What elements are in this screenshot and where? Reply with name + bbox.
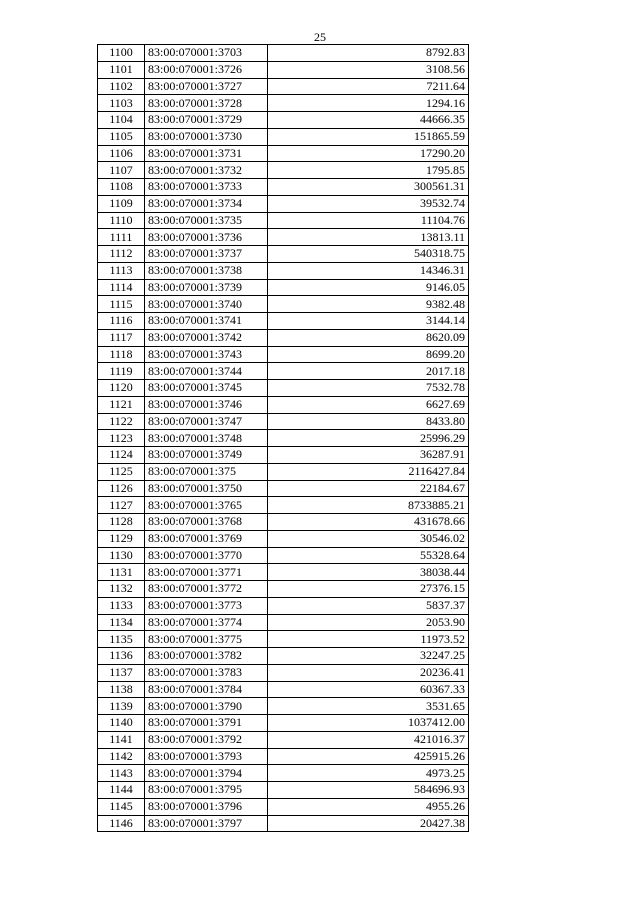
table-row — [98, 731, 469, 748]
cadastral-number-cell: 83:00:070001:3747 — [145, 413, 268, 430]
table-row — [98, 313, 469, 330]
cadastral-value-cell: 20427.38 — [268, 815, 469, 832]
cadastral-value-cell: 25996.29 — [268, 430, 469, 447]
cadastral-value-cell: 8433.80 — [268, 413, 469, 430]
table-row — [98, 45, 469, 62]
table-row — [98, 631, 469, 648]
table-row — [98, 748, 469, 765]
row-number-cell: 1120 — [98, 380, 145, 397]
cadastral-value-cell: 421016.37 — [268, 731, 469, 748]
row-number-cell: 1144 — [98, 782, 145, 799]
cadastral-value-cell: 2053.90 — [268, 614, 469, 631]
table-row — [98, 380, 469, 397]
cadastral-value-cell: 17290.20 — [268, 145, 469, 162]
table-row — [98, 530, 469, 547]
cadastral-value-cell: 8792.83 — [268, 45, 469, 62]
cadastral-number-cell: 83:00:070001:3768 — [145, 514, 268, 531]
cadastral-number-cell: 83:00:070001:3790 — [145, 698, 268, 715]
row-number-cell: 1105 — [98, 128, 145, 145]
cadastral-number-cell: 83:00:070001:3746 — [145, 396, 268, 413]
row-number-cell: 1107 — [98, 162, 145, 179]
cadastral-value-cell: 8733885.21 — [268, 497, 469, 514]
cadastral-number-cell: 83:00:070001:3738 — [145, 262, 268, 279]
table-row — [98, 497, 469, 514]
cadastral-number-cell: 83:00:070001:3765 — [145, 497, 268, 514]
row-number-cell: 1122 — [98, 413, 145, 430]
row-number-cell: 1110 — [98, 212, 145, 229]
cadastral-value-cell: 39532.74 — [268, 195, 469, 212]
cadastral-number-cell: 83:00:070001:3773 — [145, 597, 268, 614]
cadastral-number-cell: 83:00:070001:3796 — [145, 798, 268, 815]
row-number-cell: 1145 — [98, 798, 145, 815]
row-number-cell: 1109 — [98, 195, 145, 212]
table-row — [98, 648, 469, 665]
cadastral-value-cell: 9146.05 — [268, 279, 469, 296]
row-number-cell: 1142 — [98, 748, 145, 765]
cadastral-value-cell: 1795.85 — [268, 162, 469, 179]
cadastral-value-cell: 1294.16 — [268, 95, 469, 112]
cadastral-value-cell: 151865.59 — [268, 128, 469, 145]
cadastral-number-cell: 83:00:070001:3793 — [145, 748, 268, 765]
row-number-cell: 1123 — [98, 430, 145, 447]
cadastral-number-cell: 83:00:070001:3770 — [145, 547, 268, 564]
row-number-cell: 1103 — [98, 95, 145, 112]
cadastral-number-cell: 83:00:070001:3742 — [145, 329, 268, 346]
cadastral-number-cell: 83:00:070001:3740 — [145, 296, 268, 313]
cadastral-value-cell: 3108.56 — [268, 61, 469, 78]
table-row — [98, 698, 469, 715]
row-number-cell: 1100 — [98, 45, 145, 62]
cadastral-number-cell: 83:00:070001:3782 — [145, 648, 268, 665]
table-row — [98, 279, 469, 296]
cadastral-value-cell: 30546.02 — [268, 530, 469, 547]
cadastral-number-cell: 83:00:070001:3735 — [145, 212, 268, 229]
table-row — [98, 145, 469, 162]
row-number-cell: 1129 — [98, 530, 145, 547]
table-row — [98, 581, 469, 598]
cadastral-number-cell: 83:00:070001:3794 — [145, 765, 268, 782]
row-number-cell: 1136 — [98, 648, 145, 665]
cadastral-number-cell: 83:00:070001:3775 — [145, 631, 268, 648]
cadastral-value-cell: 431678.66 — [268, 514, 469, 531]
cadastral-number-cell: 83:00:070001:3727 — [145, 78, 268, 95]
cadastral-number-cell: 83:00:070001:375 — [145, 463, 268, 480]
cadastral-number-cell: 83:00:070001:3729 — [145, 112, 268, 129]
cadastral-number-cell: 83:00:070001:3748 — [145, 430, 268, 447]
cadastral-number-cell: 83:00:070001:3743 — [145, 346, 268, 363]
row-number-cell: 1143 — [98, 765, 145, 782]
row-number-cell: 1128 — [98, 514, 145, 531]
cadastral-number-cell: 83:00:070001:3739 — [145, 279, 268, 296]
row-number-cell: 1131 — [98, 564, 145, 581]
cadastral-value-cell: 6627.69 — [268, 396, 469, 413]
cadastral-number-cell: 83:00:070001:3733 — [145, 179, 268, 196]
table-row — [98, 614, 469, 631]
row-number-cell: 1116 — [98, 313, 145, 330]
row-number-cell: 1112 — [98, 246, 145, 263]
row-number-cell: 1124 — [98, 447, 145, 464]
cadastral-value-cell: 32247.25 — [268, 648, 469, 665]
table-row — [98, 162, 469, 179]
cadastral-number-cell: 83:00:070001:3726 — [145, 61, 268, 78]
row-number-cell: 1134 — [98, 614, 145, 631]
cadastral-number-cell: 83:00:070001:3732 — [145, 162, 268, 179]
row-number-cell: 1102 — [98, 78, 145, 95]
cadastral-number-cell: 83:00:070001:3728 — [145, 95, 268, 112]
cadastral-value-cell: 584696.93 — [268, 782, 469, 799]
cadastral-number-cell: 83:00:070001:3783 — [145, 664, 268, 681]
cadastral-number-cell: 83:00:070001:3792 — [145, 731, 268, 748]
cadastral-value-cell: 38038.44 — [268, 564, 469, 581]
row-number-cell: 1115 — [98, 296, 145, 313]
cadastral-number-cell: 83:00:070001:3771 — [145, 564, 268, 581]
cadastral-value-cell: 8620.09 — [268, 329, 469, 346]
table-row — [98, 78, 469, 95]
table-row — [98, 715, 469, 732]
table-row — [98, 597, 469, 614]
table-row — [98, 547, 469, 564]
row-number-cell: 1139 — [98, 698, 145, 715]
row-number-cell: 1119 — [98, 363, 145, 380]
cadastral-number-cell: 83:00:070001:3784 — [145, 681, 268, 698]
table-row — [98, 246, 469, 263]
row-number-cell: 1127 — [98, 497, 145, 514]
cadastral-value-cell: 20236.41 — [268, 664, 469, 681]
table-row — [98, 296, 469, 313]
cadastral-number-cell: 83:00:070001:3769 — [145, 530, 268, 547]
row-number-cell: 1118 — [98, 346, 145, 363]
table-row — [98, 664, 469, 681]
table-row — [98, 815, 469, 832]
row-number-cell: 1117 — [98, 329, 145, 346]
row-number-cell: 1133 — [98, 597, 145, 614]
cadastral-number-cell: 83:00:070001:3797 — [145, 815, 268, 832]
row-number-cell: 1114 — [98, 279, 145, 296]
table-body — [98, 45, 469, 832]
table-row — [98, 564, 469, 581]
table-row — [98, 463, 469, 480]
cadastral-value-cell: 36287.91 — [268, 447, 469, 464]
table-row — [98, 212, 469, 229]
table-row — [98, 262, 469, 279]
cadastral-value-table — [97, 44, 469, 832]
page-number: 25 — [314, 30, 326, 44]
table-row — [98, 112, 469, 129]
row-number-cell: 1111 — [98, 229, 145, 246]
table-row — [98, 346, 469, 363]
cadastral-value-cell: 9382.48 — [268, 296, 469, 313]
row-number-cell: 1137 — [98, 664, 145, 681]
cadastral-number-cell: 83:00:070001:3703 — [145, 45, 268, 62]
cadastral-value-cell: 60367.33 — [268, 681, 469, 698]
table-row — [98, 798, 469, 815]
table-row — [98, 229, 469, 246]
table-row — [98, 363, 469, 380]
row-number-cell: 1130 — [98, 547, 145, 564]
row-number-cell: 1101 — [98, 61, 145, 78]
cadastral-value-cell: 540318.75 — [268, 246, 469, 263]
row-number-cell: 1140 — [98, 715, 145, 732]
cadastral-value-cell: 13813.11 — [268, 229, 469, 246]
cadastral-value-cell: 2017.18 — [268, 363, 469, 380]
table-row — [98, 329, 469, 346]
table-row — [98, 413, 469, 430]
row-number-cell: 1141 — [98, 731, 145, 748]
table-row — [98, 480, 469, 497]
cadastral-value-cell: 1037412.00 — [268, 715, 469, 732]
table-row — [98, 782, 469, 799]
cadastral-number-cell: 83:00:070001:3750 — [145, 480, 268, 497]
row-number-cell: 1113 — [98, 262, 145, 279]
cadastral-value-cell: 4973.25 — [268, 765, 469, 782]
cadastral-value-cell: 3531.65 — [268, 698, 469, 715]
row-number-cell: 1121 — [98, 396, 145, 413]
table-row — [98, 61, 469, 78]
cadastral-number-cell: 83:00:070001:3731 — [145, 145, 268, 162]
cadastral-value-cell: 5837.37 — [268, 597, 469, 614]
cadastral-value-cell: 22184.67 — [268, 480, 469, 497]
cadastral-value-cell: 4955.26 — [268, 798, 469, 815]
cadastral-number-cell: 83:00:070001:3744 — [145, 363, 268, 380]
row-number-cell: 1104 — [98, 112, 145, 129]
table-row — [98, 128, 469, 145]
cadastral-number-cell: 83:00:070001:3772 — [145, 581, 268, 598]
row-number-cell: 1146 — [98, 815, 145, 832]
cadastral-number-cell: 83:00:070001:3741 — [145, 313, 268, 330]
cadastral-number-cell: 83:00:070001:3795 — [145, 782, 268, 799]
table-row — [98, 95, 469, 112]
table-row — [98, 765, 469, 782]
row-number-cell: 1125 — [98, 463, 145, 480]
cadastral-number-cell: 83:00:070001:3734 — [145, 195, 268, 212]
cadastral-value-cell: 2116427.84 — [268, 463, 469, 480]
cadastral-value-cell: 27376.15 — [268, 581, 469, 598]
row-number-cell: 1135 — [98, 631, 145, 648]
table-row — [98, 396, 469, 413]
table-row — [98, 447, 469, 464]
table-row — [98, 179, 469, 196]
cadastral-number-cell: 83:00:070001:3737 — [145, 246, 268, 263]
cadastral-number-cell: 83:00:070001:3745 — [145, 380, 268, 397]
cadastral-value-cell: 300561.31 — [268, 179, 469, 196]
cadastral-value-cell: 11104.76 — [268, 212, 469, 229]
cadastral-value-cell: 7211.64 — [268, 78, 469, 95]
cadastral-value-cell: 55328.64 — [268, 547, 469, 564]
cadastral-value-cell: 7532.78 — [268, 380, 469, 397]
table-row — [98, 195, 469, 212]
cadastral-value-cell: 14346.31 — [268, 262, 469, 279]
table-row — [98, 681, 469, 698]
cadastral-value-cell: 3144.14 — [268, 313, 469, 330]
row-number-cell: 1132 — [98, 581, 145, 598]
cadastral-value-cell: 44666.35 — [268, 112, 469, 129]
table-row — [98, 430, 469, 447]
cadastral-number-cell: 83:00:070001:3730 — [145, 128, 268, 145]
row-number-cell: 1108 — [98, 179, 145, 196]
cadastral-number-cell: 83:00:070001:3791 — [145, 715, 268, 732]
row-number-cell: 1138 — [98, 681, 145, 698]
row-number-cell: 1106 — [98, 145, 145, 162]
cadastral-value-cell: 425915.26 — [268, 748, 469, 765]
cadastral-value-cell: 8699.20 — [268, 346, 469, 363]
cadastral-number-cell: 83:00:070001:3749 — [145, 447, 268, 464]
table-row — [98, 514, 469, 531]
row-number-cell: 1126 — [98, 480, 145, 497]
cadastral-number-cell: 83:00:070001:3774 — [145, 614, 268, 631]
cadastral-value-cell: 11973.52 — [268, 631, 469, 648]
cadastral-number-cell: 83:00:070001:3736 — [145, 229, 268, 246]
